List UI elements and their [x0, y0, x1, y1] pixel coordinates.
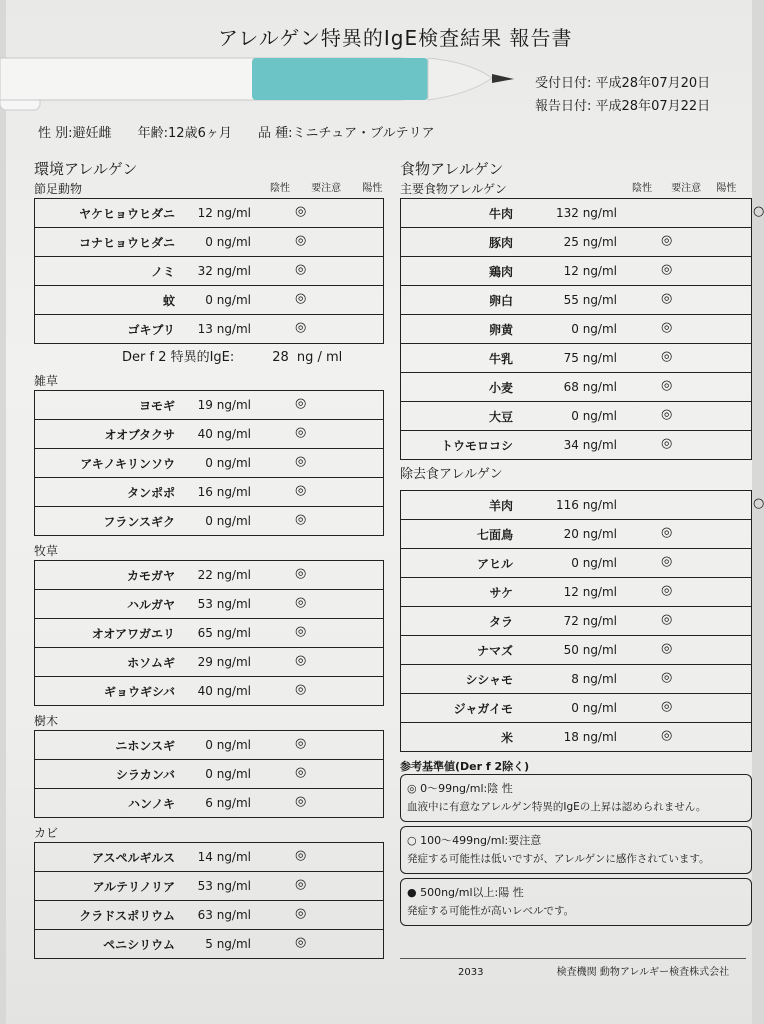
- result-row: [401, 257, 752, 286]
- allergen-value: 32 ng/ml: [181, 257, 255, 286]
- negative-mark-icon: ◎: [661, 262, 673, 277]
- allergen-name: アスペルギルス: [35, 843, 182, 872]
- negative-mark-icon: ◎: [295, 454, 307, 469]
- result-cell: [255, 930, 384, 959]
- result-row: [401, 607, 752, 636]
- header-positive: 陽性: [362, 183, 383, 194]
- trees-title: 樹木: [34, 714, 59, 728]
- allergen-value: 50 ng/ml: [519, 636, 621, 665]
- result-row: [35, 590, 384, 619]
- allergen-value: 40 ng/ml: [181, 420, 255, 449]
- result-cell: [255, 648, 384, 677]
- allergen-name: 蚊: [35, 286, 182, 315]
- result-cell: [621, 315, 752, 344]
- negative-mark-icon: ◎: [295, 291, 307, 306]
- negative-mark-icon: ◎: [661, 378, 673, 393]
- allergen-value: 8 ng/ml: [519, 665, 621, 694]
- food-column: [400, 158, 764, 930]
- result-cell: [255, 478, 384, 507]
- allergen-name: タラ: [401, 607, 520, 636]
- report-number: 2033: [458, 967, 484, 978]
- result-row: [401, 636, 752, 665]
- result-row: [401, 578, 752, 607]
- allergen-name: 牛肉: [401, 199, 520, 228]
- allergen-name: アルテリノリア: [35, 872, 182, 901]
- result-row: [401, 315, 752, 344]
- patient-info: [38, 122, 457, 141]
- negative-mark-icon: ◎: [661, 583, 673, 598]
- negative-mark-icon: ◎: [661, 612, 673, 627]
- arthropods-table: [34, 198, 384, 344]
- allergen-value: 0 ng/ml: [181, 228, 255, 257]
- negative-mark-icon: ◎: [295, 877, 307, 892]
- allergen-name: ヨモギ: [35, 391, 182, 420]
- pen-image: [0, 44, 520, 114]
- result-cell: [255, 619, 384, 648]
- allergen-value: 25 ng/ml: [519, 228, 621, 257]
- derf2-result: Der f 2 特異的IgE: 28 ng / ml: [122, 350, 343, 365]
- result-cell: [621, 665, 752, 694]
- result-cell: [255, 731, 384, 760]
- report-dates: [535, 72, 710, 118]
- negative-mark-icon: ◎: [295, 512, 307, 527]
- allergen-value: 5 ng/ml: [181, 930, 255, 959]
- result-row: [35, 286, 384, 315]
- negative-mark-icon: ◎: [295, 794, 307, 809]
- allergen-name: シシャモ: [401, 665, 520, 694]
- allergen-value: 6 ng/ml: [181, 789, 255, 818]
- result-cell: [621, 373, 752, 402]
- result-cell: [621, 199, 764, 228]
- allergen-value: 0 ng/ml: [181, 760, 255, 789]
- main-food-table: [400, 198, 764, 460]
- allergen-name: ホソムギ: [35, 648, 182, 677]
- allergen-name: オオアワガエリ: [35, 619, 182, 648]
- allergen-name: 七面鳥: [401, 520, 520, 549]
- allergen-name: 卵黄: [401, 315, 520, 344]
- allergen-value: 14 ng/ml: [181, 843, 255, 872]
- allergen-name: ペニシリウム: [35, 930, 182, 959]
- result-cell: [255, 507, 384, 536]
- negative-mark-icon: ◎: [661, 641, 673, 656]
- negative-mark-icon: ◎: [295, 682, 307, 697]
- allergen-value: 0 ng/ml: [519, 315, 621, 344]
- allergen-name: ゴキブリ: [35, 315, 182, 344]
- result-row: [35, 391, 384, 420]
- received-date: 平成28年07月20日: [595, 76, 711, 91]
- allergen-name: トウモロコシ: [401, 431, 520, 460]
- allergen-name: 卵白: [401, 286, 520, 315]
- allergen-value: 16 ng/ml: [181, 478, 255, 507]
- elimination-title: 除去食アレルゲン: [400, 467, 503, 482]
- allergen-name: ジャガイモ: [401, 694, 520, 723]
- result-row: [401, 491, 752, 520]
- result-cell: [621, 344, 752, 373]
- result-cell: [255, 789, 384, 818]
- reference-title: 参考基準値(Der f 2除く): [400, 760, 530, 773]
- negative-mark-icon: ◎: [295, 425, 307, 440]
- reference-negative: ◎ 0～99ng/ml:陰 性 血液中に有意なアレルゲン特異的IgEの上昇は認められません。: [400, 774, 752, 822]
- reported-date: 平成28年07月22日: [595, 99, 711, 114]
- allergen-value: 132 ng/ml: [519, 199, 621, 228]
- negative-mark-icon: ◎: [295, 262, 307, 277]
- allergen-name: アヒル: [401, 549, 520, 578]
- allergen-value: 12 ng/ml: [519, 257, 621, 286]
- allergen-name: ヤケヒョウヒダニ: [35, 199, 182, 228]
- allergen-name: ハルガヤ: [35, 590, 182, 619]
- allergen-value: 18 ng/ml: [519, 723, 621, 752]
- negative-mark-icon: ◎: [661, 728, 673, 743]
- result-row: [35, 561, 384, 590]
- result-cell: [621, 694, 752, 723]
- allergen-name: 牛乳: [401, 344, 520, 373]
- molds-table: [34, 842, 384, 959]
- allergen-value: 0 ng/ml: [181, 449, 255, 478]
- result-row: [35, 843, 384, 872]
- allergen-value: 20 ng/ml: [519, 520, 621, 549]
- result-row: [35, 478, 384, 507]
- allergen-name: ギョウギシバ: [35, 677, 182, 706]
- negative-mark-icon: ◎: [661, 554, 673, 569]
- negative-mark-icon: ◎: [661, 349, 673, 364]
- received-label: 受付日付:: [535, 76, 592, 91]
- grasses-table: [34, 560, 384, 706]
- negative-mark-icon: ◎: [295, 906, 307, 921]
- allergen-value: 53 ng/ml: [181, 590, 255, 619]
- elimination-table: [400, 490, 764, 752]
- allergen-name: カモガヤ: [35, 561, 182, 590]
- allergen-value: 19 ng/ml: [181, 391, 255, 420]
- result-cell: [255, 228, 384, 257]
- weeds-table: [34, 390, 384, 536]
- result-row: [401, 665, 752, 694]
- patient-age: 年齢:12歳6ヶ月: [137, 126, 232, 141]
- result-row: [401, 402, 752, 431]
- result-cell: [255, 561, 384, 590]
- allergen-value: 0 ng/ml: [181, 731, 255, 760]
- result-row: [35, 199, 384, 228]
- result-row: [35, 257, 384, 286]
- allergen-name: 豚肉: [401, 228, 520, 257]
- result-cell: [255, 199, 384, 228]
- allergen-value: 0 ng/ml: [519, 549, 621, 578]
- result-cell: [621, 549, 752, 578]
- allergen-value: 68 ng/ml: [519, 373, 621, 402]
- result-cell: [255, 391, 384, 420]
- allergen-value: 75 ng/ml: [519, 344, 621, 373]
- result-cell: [621, 257, 752, 286]
- result-row: [401, 286, 752, 315]
- allergen-value: 0 ng/ml: [181, 507, 255, 536]
- result-row: [35, 677, 384, 706]
- allergen-value: 34 ng/ml: [519, 431, 621, 460]
- allergen-value: 116 ng/ml: [519, 491, 621, 520]
- result-cell: [255, 760, 384, 789]
- allergen-value: 0 ng/ml: [181, 286, 255, 315]
- allergen-name: ハンノキ: [35, 789, 182, 818]
- patient-breed: 品 種:ミニチュア・ブルテリア: [258, 126, 435, 141]
- allergen-name: ニホンスギ: [35, 731, 182, 760]
- header-caution: 要注意: [311, 183, 342, 194]
- result-cell: [621, 491, 764, 520]
- negative-mark-icon: ◎: [295, 483, 307, 498]
- allergen-name: サケ: [401, 578, 520, 607]
- result-row: [35, 731, 384, 760]
- negative-mark-icon: ◎: [295, 765, 307, 780]
- result-row: [35, 507, 384, 536]
- reported-label: 報告日付:: [535, 99, 592, 114]
- allergen-value: 0 ng/ml: [519, 402, 621, 431]
- allergen-name: 鶏肉: [401, 257, 520, 286]
- allergen-name: オオブタクサ: [35, 420, 182, 449]
- caution-mark-icon: ○: [753, 204, 764, 219]
- result-row: [35, 760, 384, 789]
- negative-mark-icon: ◎: [661, 436, 673, 451]
- result-cell: [621, 286, 752, 315]
- allergen-name: フランスギク: [35, 507, 182, 536]
- result-cell: [255, 843, 384, 872]
- result-row: [401, 373, 752, 402]
- negative-mark-icon: ◎: [661, 699, 673, 714]
- result-cell: [255, 286, 384, 315]
- allergen-value: 40 ng/ml: [181, 677, 255, 706]
- environment-column: [34, 158, 384, 959]
- allergen-value: 53 ng/ml: [181, 872, 255, 901]
- environment-title: 環境アレルゲン: [34, 160, 138, 178]
- patient-sex: 性 別:避妊雌: [38, 126, 112, 141]
- food-column-headers: 陰性 要注意 陽性: [632, 183, 737, 194]
- allergen-value: 13 ng/ml: [181, 315, 255, 344]
- lab-label: 検査機関: [556, 967, 597, 978]
- result-row: [401, 199, 752, 228]
- negative-mark-icon: ◎: [295, 935, 307, 950]
- allergen-name: 大豆: [401, 402, 520, 431]
- reference-positive: ● 500ng/ml以上:陽 性 発症する可能性が高いレベルです。: [400, 878, 752, 926]
- negative-mark-icon: ◎: [295, 320, 307, 335]
- allergen-name: 羊肉: [401, 491, 520, 520]
- molds-title: カビ: [34, 826, 59, 840]
- negative-mark-icon: ◎: [661, 670, 673, 685]
- result-cell: [621, 431, 752, 460]
- result-row: [401, 694, 752, 723]
- result-cell: [255, 315, 384, 344]
- negative-mark-icon: ◎: [661, 407, 673, 422]
- arthropods-title: 節足動物 陰性 要注意 陽性: [34, 182, 383, 196]
- report-footer: [400, 958, 746, 978]
- result-row: [401, 344, 752, 373]
- caution-mark-icon: ○: [753, 496, 764, 511]
- allergen-name: 小麦: [401, 373, 520, 402]
- negative-mark-icon: ◎: [295, 566, 307, 581]
- result-cell: [255, 872, 384, 901]
- allergen-value: 29 ng/ml: [181, 648, 255, 677]
- result-row: [401, 549, 752, 578]
- allergen-name: ノミ: [35, 257, 182, 286]
- result-row: [35, 228, 384, 257]
- allergen-name: 米: [401, 723, 520, 752]
- main-food-title: 主要食物アレルゲン 陰性 要注意 陽性: [400, 182, 737, 196]
- result-cell: [255, 420, 384, 449]
- result-cell: [621, 520, 752, 549]
- result-row: [35, 789, 384, 818]
- negative-mark-icon: ◎: [661, 320, 673, 335]
- negative-mark-icon: ◎: [295, 736, 307, 751]
- result-row: [401, 520, 752, 549]
- result-cell: [621, 636, 752, 665]
- result-row: [35, 901, 384, 930]
- allergen-value: 65 ng/ml: [181, 619, 255, 648]
- negative-mark-icon: ◎: [661, 233, 673, 248]
- result-cell: [621, 578, 752, 607]
- result-row: [401, 228, 752, 257]
- lab-name: 動物アレルギー検査株式会社: [599, 967, 730, 978]
- negative-mark-icon: ◎: [295, 848, 307, 863]
- result-cell: [255, 449, 384, 478]
- result-row: [35, 420, 384, 449]
- result-row: [35, 449, 384, 478]
- result-cell: [255, 257, 384, 286]
- negative-mark-icon: ◎: [295, 396, 307, 411]
- trees-table: [34, 730, 384, 818]
- weeds-title: 雑草: [34, 374, 59, 388]
- result-cell: [255, 901, 384, 930]
- negative-mark-icon: ◎: [661, 291, 673, 306]
- grasses-title: 牧草: [34, 544, 59, 558]
- result-row: [35, 930, 384, 959]
- allergen-value: 12 ng/ml: [519, 578, 621, 607]
- negative-mark-icon: ◎: [661, 525, 673, 540]
- result-row: [401, 723, 752, 752]
- allergen-name: シラカンバ: [35, 760, 182, 789]
- result-cell: [621, 228, 752, 257]
- allergen-value: 72 ng/ml: [519, 607, 621, 636]
- result-row: [35, 619, 384, 648]
- food-title: 食物アレルゲン: [400, 160, 504, 178]
- negative-mark-icon: ◎: [295, 653, 307, 668]
- negative-mark-icon: ◎: [295, 233, 307, 248]
- result-row: [35, 648, 384, 677]
- negative-mark-icon: ◎: [295, 204, 307, 219]
- negative-mark-icon: ◎: [295, 624, 307, 639]
- allergen-value: 22 ng/ml: [181, 561, 255, 590]
- report-title: アレルゲン特異的IgE検査結果 報告書: [218, 26, 573, 50]
- allergen-name: クラドスポリウム: [35, 901, 182, 930]
- result-row: [35, 315, 384, 344]
- result-row: [401, 431, 752, 460]
- allergen-name: コナヒョウヒダニ: [35, 228, 182, 257]
- allergen-name: タンポポ: [35, 478, 182, 507]
- allergen-name: アキノキリンソウ: [35, 449, 182, 478]
- derf2-value: 28: [272, 350, 289, 365]
- allergen-name: ナマズ: [401, 636, 520, 665]
- column-headers: [270, 180, 382, 198]
- allergen-value: 55 ng/ml: [519, 286, 621, 315]
- result-cell: [621, 607, 752, 636]
- allergen-value: 63 ng/ml: [181, 901, 255, 930]
- result-cell: [621, 723, 752, 752]
- reference-caution: ○ 100～499ng/ml:要注意 発症する可能性は低いですが、アレルゲンに感作されています。: [400, 826, 752, 874]
- result-cell: [621, 402, 752, 431]
- allergen-value: 0 ng/ml: [519, 694, 621, 723]
- negative-mark-icon: ◎: [295, 595, 307, 610]
- result-cell: [255, 590, 384, 619]
- allergen-value: 12 ng/ml: [181, 199, 255, 228]
- result-row: [35, 872, 384, 901]
- result-cell: [255, 677, 384, 706]
- header-negative: 陰性: [270, 183, 290, 194]
